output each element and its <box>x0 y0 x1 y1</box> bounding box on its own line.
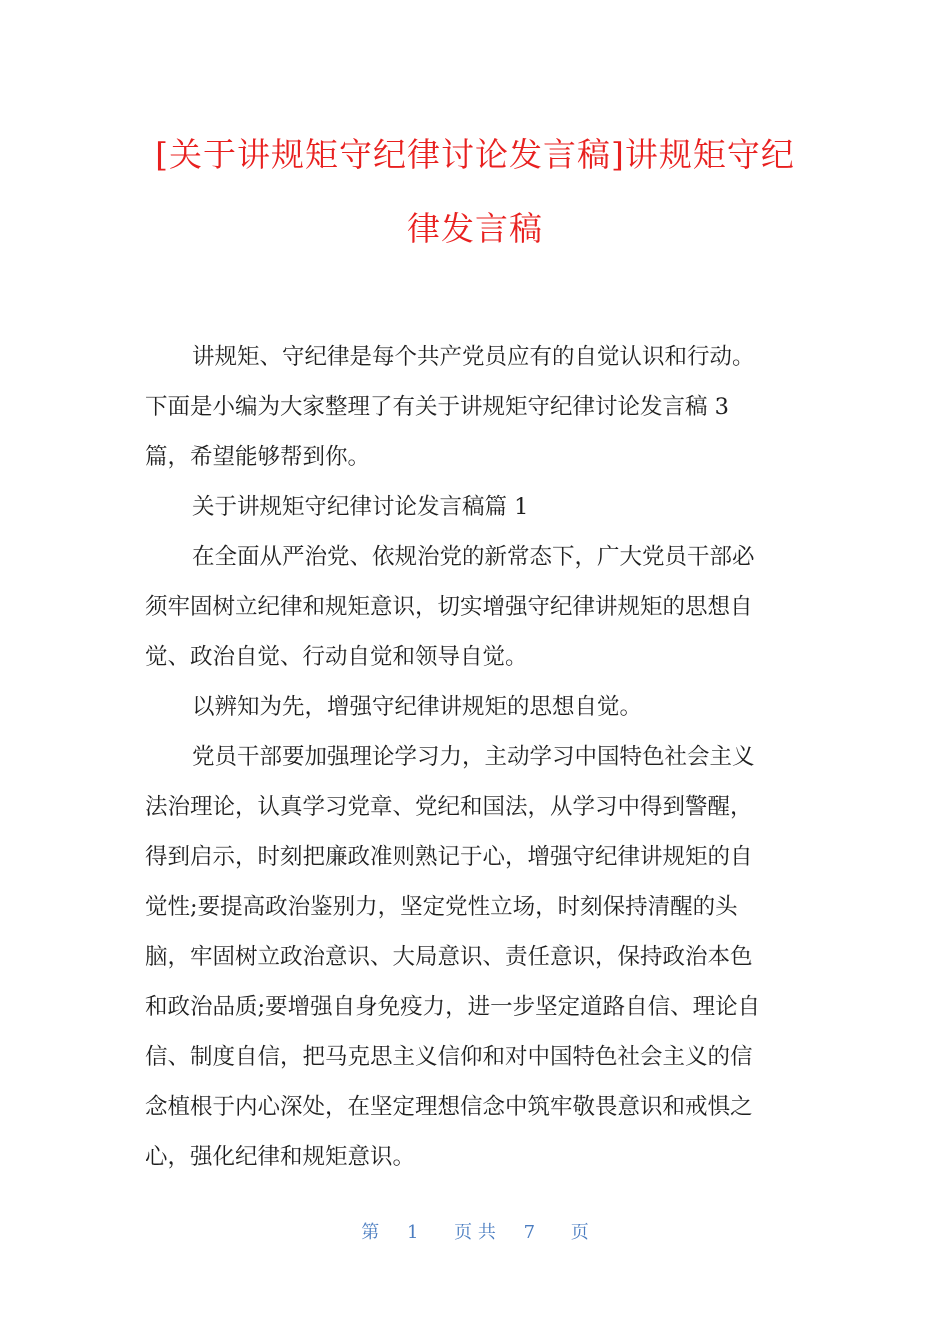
paragraph-point-heading <box>145 682 805 732</box>
title-line-1: [关于讲规矩守纪律讨论发言稿]讲规矩守纪 <box>155 135 795 174</box>
text-line: 篇，希望能够帮到你。 <box>145 444 371 470</box>
text-line: 脑，牢固树立政治意识、大局意识、责任意识，保持政治本色 <box>145 944 753 970</box>
text-line: 关于讲规矩守纪律讨论发言稿篇 1 <box>192 494 529 520</box>
text-line: 心，强化纪律和规矩意识。 <box>145 1144 416 1170</box>
title-line-2: 律发言稿 <box>407 209 543 248</box>
footer-total-pages: 7 <box>523 1222 536 1243</box>
text-line: 觉、政治自觉、行动自觉和领导自觉。 <box>145 644 528 670</box>
text-line: 须牢固树立纪律和规矩意识，切实增强守纪律讲规矩的思想自 <box>145 594 753 620</box>
text-line: 法治理论，认真学习党章、党纪和国法，从学习中得到警醒， <box>145 794 753 820</box>
footer-current-page: 1 <box>406 1222 419 1243</box>
text-line: 在全面从严治党、依规治党的新常态下，广大党员干部必 <box>192 544 755 570</box>
text-line: 讲规矩、守纪律是每个共产党员应有的自觉认识和行动。 <box>192 344 755 370</box>
document-title <box>120 118 830 266</box>
paragraph-intro <box>145 332 805 482</box>
text-line: 念植根于内心深处，在坚定理想信念中筑牢敬畏意识和戒惧之 <box>145 1094 753 1120</box>
text-line: 觉性;要提高政治鉴别力，坚定党性立场，时刻保持清醒的头 <box>145 894 738 920</box>
footer-end-label: 页 <box>570 1222 589 1243</box>
paragraph-context <box>145 532 805 682</box>
page-footer <box>0 1218 950 1244</box>
footer-of-label: 页 共 <box>454 1222 496 1243</box>
text-line: 以辨知为先，增强守纪律讲规矩的思想自觉。 <box>192 694 643 720</box>
section-heading <box>145 482 805 532</box>
paragraph-point-body <box>145 732 805 1182</box>
text-line: 党员干部要加强理论学习力，主动学习中国特色社会主义 <box>192 744 755 770</box>
text-line: 和政治品质;要增强自身免疫力，进一步坚定道路自信、理论自 <box>145 994 761 1020</box>
text-line: 信、制度自信，把马克思主义信仰和对中国特色社会主义的信 <box>145 1044 753 1070</box>
text-line: 下面是小编为大家整理了有关于讲规矩守纪律讨论发言稿 3 <box>145 394 729 420</box>
footer-page-label: 第 <box>361 1222 380 1243</box>
text-line: 得到启示，时刻把廉政准则熟记于心，增强守纪律讲规矩的自 <box>145 844 753 870</box>
document-body <box>145 332 805 1182</box>
